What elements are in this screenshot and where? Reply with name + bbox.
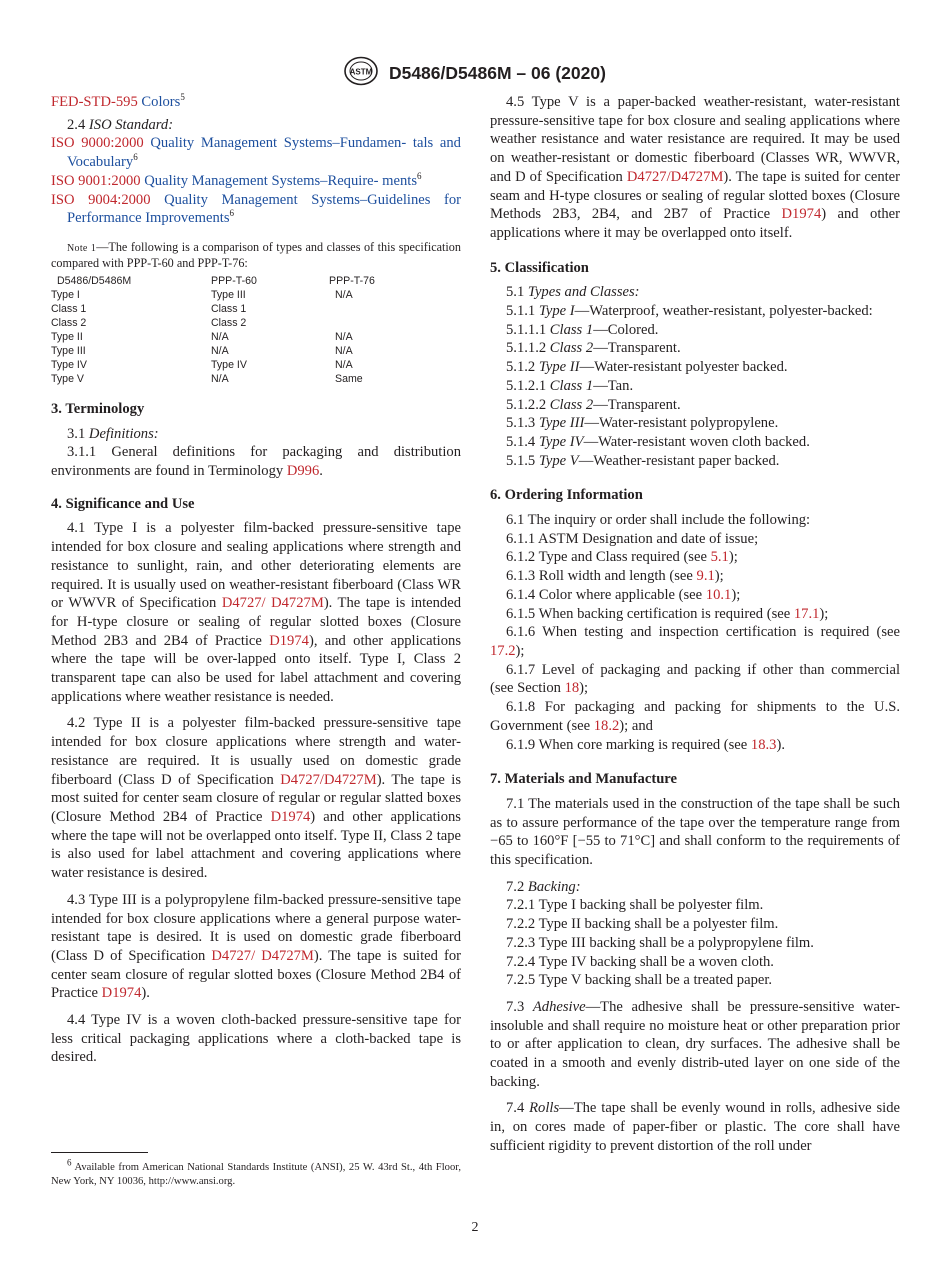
paragraph-4-1: 4.1 Type I is a polyester film-backed pressure-sensitive tape intended for box closure and sealing applications where strength and resistance to sunlight, rain, and other deteriorating elements are required. It is usually used on weather-resistant fiberboard (Class WR or WWVR of Specification D4727/ D4727M). The tape is intended for H-type closure or sealing of regular slotted boxes (Closure Method 2B3 and 2B4 of Practice D1974), and other applications where the tape will be over-lapped onto itself. Type I, Class 2 transparent tape can also be used for label attachment and covering applications where weather resistance is needed. bbox=[51, 520, 462, 705]
table-cell: Type IV bbox=[211, 358, 247, 371]
table-cell: Class 2 bbox=[51, 316, 87, 329]
iso-9000-link[interactable]: ISO 9000:2000 bbox=[51, 135, 144, 152]
table-cell: Same bbox=[335, 372, 363, 385]
note-label: Note 1 bbox=[67, 242, 97, 254]
table-cell: N/A bbox=[335, 344, 353, 357]
cross-ref-link[interactable]: 10.1 bbox=[705, 586, 732, 603]
backing-item: 7.2.3 Type III backing shall be a polypropylene film. bbox=[506, 934, 814, 951]
classification-item: 5.1.3 Type III—Water-resistant polypropylene. bbox=[506, 415, 779, 432]
iso-9001-title[interactable]: Quality Management Systems–Require- ments bbox=[144, 172, 418, 189]
d4727-link[interactable]: D4727/D4727M bbox=[280, 771, 377, 788]
backing-item: 7.2.4 Type IV backing shall be a woven cloth. bbox=[506, 953, 774, 970]
table-row bbox=[51, 302, 391, 316]
table-cell bbox=[329, 302, 391, 316]
table-cell: Type III bbox=[211, 288, 246, 301]
table-header: D5486/D5486M bbox=[57, 274, 132, 287]
classification-item: 5.1.1 Type I—Waterproof, weather-resistant, polyester-backed: bbox=[506, 303, 873, 320]
table-cell: Type V bbox=[51, 372, 84, 385]
designation-title: D5486/D5486M – 06 (2020) bbox=[388, 63, 606, 83]
paragraph-7-3: 7.3 Adhesive—The adhesive shall be pressure-sensitive water-insoluble and shall require no moisture heat or other preparation prior to or after application to clean, dry surfaces. The adhesive shall be coated in a smooth and evenly distrib-uted layer on one side of the backing. bbox=[490, 998, 900, 1090]
ordering-item: 6.1.5 When backing certification is required (see 17.1); bbox=[506, 605, 829, 622]
comparison-table bbox=[51, 274, 391, 386]
cross-ref-link[interactable]: 17.1 bbox=[793, 605, 820, 622]
table-header-row bbox=[51, 274, 391, 288]
table-cell bbox=[329, 316, 391, 330]
iso-9000-reference bbox=[51, 134, 461, 171]
page-number: 2 bbox=[471, 1220, 479, 1235]
table-cell: N/A bbox=[335, 288, 353, 301]
d4727-link[interactable]: D4727/ D4727M bbox=[211, 947, 314, 964]
table-cell: N/A bbox=[335, 358, 353, 371]
classification-item: 5.1.2.1 Class 1—Tan. bbox=[506, 377, 634, 394]
cross-ref-link[interactable]: 9.1 bbox=[696, 568, 715, 585]
d996-link[interactable]: D996 bbox=[286, 463, 320, 480]
paragraph-3-1: 3.1 Definitions: bbox=[67, 425, 159, 442]
ordering-item: 6.1.9 When core marking is required (see 18.3). bbox=[506, 736, 785, 753]
table-cell: N/A bbox=[211, 372, 229, 385]
fed-std-link[interactable]: FED-STD-595 bbox=[51, 94, 138, 110]
iso-9000-title[interactable]: Quality Management Systems–Fundamen- tals and Vocabulary bbox=[67, 135, 461, 171]
footnote-mark: 6 bbox=[417, 170, 422, 181]
table-cell: Type II bbox=[51, 330, 83, 343]
d4727-link[interactable]: D4727/D4727M bbox=[626, 168, 724, 185]
table-cell: Type IV bbox=[51, 358, 87, 371]
ordering-item: 6.1 The inquiry or order shall include the following: bbox=[506, 512, 811, 529]
backing-item: 7.2.2 Type II backing shall be a polyester film. bbox=[506, 916, 779, 933]
left-column bbox=[51, 93, 461, 1067]
iso-9004-title[interactable]: Quality Management Systems–Guidelines for Performance Improvements bbox=[67, 191, 462, 227]
d1974-link[interactable]: D1974 bbox=[269, 632, 309, 649]
logo-text: ASTM bbox=[349, 67, 373, 77]
ordering-item: 6.1.4 Color where applicable (see 10.1); bbox=[506, 586, 741, 603]
table-row bbox=[51, 316, 391, 330]
ordering-item: 6.1.7 Level of packaging and packing if other than commercial (see Section 18); bbox=[490, 661, 900, 697]
section-heading: 4. Significance and Use bbox=[51, 495, 195, 512]
fed-std-reference bbox=[51, 93, 461, 112]
cross-ref-link[interactable]: 17.2 bbox=[490, 642, 516, 659]
table-row bbox=[51, 344, 391, 358]
table-row bbox=[51, 372, 391, 386]
table-cell: N/A bbox=[335, 330, 353, 343]
ordering-item: 6.1.1 ASTM Designation and date of issue; bbox=[506, 530, 759, 547]
astm-logo-icon bbox=[344, 56, 378, 91]
section-heading: 5. Classification bbox=[490, 259, 589, 276]
paragraph-7-4: 7.4 Rolls—The tape shall be evenly wound in rolls, adhesive side in, on cores made of paper-fiber or plastic. The core shall have sufficient rigidity to prevent distortion of the roll under bbox=[490, 1100, 900, 1154]
table-cell: Class 1 bbox=[211, 302, 247, 315]
note-1 bbox=[51, 240, 461, 272]
cross-ref-link[interactable]: 18.3 bbox=[750, 736, 777, 753]
right-column bbox=[490, 93, 900, 1156]
ordering-item: 6.1.2 Type and Class required (see 5.1); bbox=[506, 549, 738, 566]
section-heading: 6. Ordering Information bbox=[490, 487, 643, 504]
d1974-link[interactable]: D1974 bbox=[781, 206, 822, 223]
classification-item: 5.1.1.2 Class 2—Transparent. bbox=[506, 340, 681, 357]
table-cell: N/A bbox=[211, 344, 229, 357]
footnote-mark: 5 bbox=[180, 92, 185, 103]
table-row bbox=[51, 288, 391, 302]
classification-item: 5.1.2 Type II—Water-resistant polyester backed. bbox=[506, 359, 788, 376]
page-header bbox=[0, 56, 950, 91]
section-heading: 7. Materials and Manufacture bbox=[490, 771, 677, 788]
backing-item: 7.2.1 Type I backing shall be polyester film. bbox=[506, 897, 764, 914]
cross-ref-link[interactable]: 18 bbox=[564, 680, 580, 697]
cross-ref-link[interactable]: 5.1 bbox=[710, 549, 729, 566]
table-cell: Type III bbox=[51, 344, 86, 357]
paragraph-3-1-1: 3.1.1 General definitions for packaging and distribution environments are found in Terminology D996. bbox=[51, 444, 461, 480]
footnote-6: $^6$ Available from American National Standards Institute (ANSI), 25 W. 43rd St., 4th Floor, New York, NY 10036, http://www.ansi.org. bbox=[51, 1157, 461, 1187]
classification-item: 5.1.4 Type IV—Water-resistant woven cloth backed. bbox=[506, 433, 810, 450]
classification-item: 5.1.2.2 Class 2—Transparent. bbox=[506, 396, 681, 413]
table-header: PPP-T-60 bbox=[211, 274, 257, 287]
section-title: ISO Standard: bbox=[88, 116, 174, 133]
iso-9001-link[interactable]: ISO 9001:2000 bbox=[51, 172, 141, 189]
iso-9004-reference bbox=[51, 191, 461, 228]
table-cell: Type I bbox=[51, 288, 80, 301]
footnote-divider bbox=[51, 1152, 148, 1153]
d1974-link[interactable]: D1974 bbox=[270, 808, 311, 825]
table-header: PPP-T-76 bbox=[329, 274, 375, 287]
section-number: 2.4 bbox=[67, 116, 86, 133]
classification-item: 5.1 Types and Classes: bbox=[506, 284, 640, 301]
footnote-mark: 6 bbox=[133, 152, 138, 163]
paragraph-4-4: 4.4 Type IV is a woven cloth-backed pressure-sensitive tape for less critical packaging applications where a cloth-backed tape is desired. bbox=[51, 1012, 461, 1066]
paragraph-7-2: 7.2 Backing: bbox=[506, 878, 581, 895]
ordering-item: 6.1.3 Roll width and length (see 9.1); bbox=[506, 568, 724, 585]
section-heading: 3. Terminology bbox=[51, 400, 145, 417]
iso-9004-link[interactable]: ISO 9004:2000 bbox=[51, 191, 151, 208]
paragraph-4-2: 4.2 Type II is a polyester film-backed pressure-sensitive tape intended for box closure applications where strength and water-resistance are required. It is usually used on domestic grade fiberboard (Class D of Specification D4727/D4727M). The tape is most suited for center seam closure of regular or regular slatted boxes (Closure Method 2B4 of Practice D1974) and other applications where the tape will not be overlapped onto itself. Type II, Class 2 tape is also used for label attachment and covering applications where water resistance is desired. bbox=[51, 715, 462, 882]
paragraph-4-3: 4.3 Type III is a polypropylene film-backed pressure-sensitive tape intended for box closure applications where a general purpose water-resistant tape is desired. It is used on domestic grade fiberboard (Class D of Specification D4727/ D4727M). The tape is suited for center seam closure of regular slotted boxes (Closure Method 2B4 of Practice D1974). bbox=[51, 891, 461, 1002]
section-2-4 bbox=[51, 116, 461, 135]
table-row bbox=[51, 330, 391, 344]
iso-9001-reference bbox=[51, 172, 461, 191]
table-row bbox=[51, 358, 391, 372]
fed-std-title[interactable]: Colors bbox=[141, 94, 181, 110]
backing-item: 7.2.5 Type V backing shall be a treated paper. bbox=[506, 972, 773, 989]
footnote-mark: 6 bbox=[229, 208, 234, 219]
cross-ref-link[interactable]: 18.2 bbox=[593, 717, 620, 734]
classification-item: 5.1.1.1 Class 1—Colored. bbox=[506, 321, 659, 338]
table-cell: Class 1 bbox=[51, 302, 87, 315]
table-cell: N/A bbox=[211, 330, 229, 343]
d1974-link[interactable]: D1974 bbox=[101, 985, 142, 1002]
classification-item: 5.1.5 Type V—Weather-resistant paper backed. bbox=[506, 452, 780, 469]
ordering-item: 6.1.8 For packaging and packing for shipments to the U.S. Government (see 18.2); and bbox=[490, 699, 900, 734]
d4727-link[interactable]: D4727/ D4727M bbox=[221, 595, 324, 612]
paragraph-4-5: 4.5 Type V is a paper-backed weather-resistant, water-resistant pressure-sensitive tape for box closure and sealing applications where weather resistance and water resistance are required. It may be used on weather-resistant or domestic fiberboard (Classes WR, WWVR, and D of Specification D4727/D4727M). The tape is suited for center seam and H-type closures or sealing of regular slotted boxes (Closure Methods 2B3, 2B4, and 2B7 of Practice D1974) and other applications where it may be overlapped onto itself. bbox=[490, 94, 901, 241]
paragraph-7-1: 7.1 The materials used in the construction of the tape shall be such as to assure performance of the tape over the temperature range from −65 to 160°F [−55 to 71°C] and shall conform to the requirements of this specification. bbox=[490, 795, 900, 869]
ordering-item: 6.1.6 When testing and inspection certification is required (see 17.2); bbox=[490, 624, 900, 659]
table-cell: Class 2 bbox=[211, 316, 247, 329]
note-text: —The following is a comparison of types and classes of this specification compared with PPP-T-60 and PPP-T-76: bbox=[51, 239, 461, 271]
